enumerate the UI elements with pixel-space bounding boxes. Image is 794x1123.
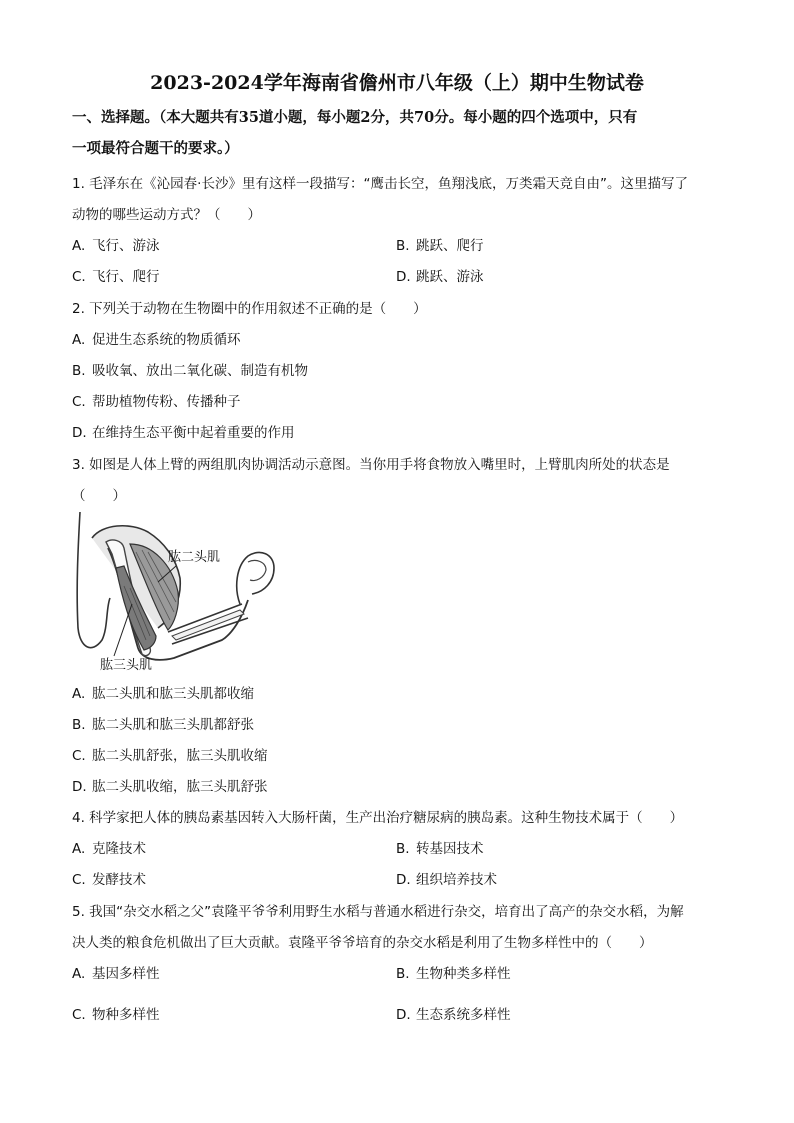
arm-muscle-figure [72, 508, 282, 676]
question-4-option-b[interactable]: B. 转基因技术 [396, 841, 484, 857]
question-3-stem-line-2: （ ） [72, 488, 126, 504]
question-1-stem-line-2: 动物的哪些运动方式？（ ） [72, 207, 261, 223]
question-3-option-c[interactable]: C. 肱二头肌舒张，肱三头肌收缩 [72, 748, 268, 764]
triceps-leader-line [114, 604, 132, 656]
question-2-stem: 2. 下列关于动物在生物圈中的作用叙述不正确的是（ ） [72, 301, 427, 317]
question-2-option-b[interactable]: B. 吸收氧、放出二氧化碳、制造有机物 [72, 363, 308, 379]
forearm-bones [172, 610, 244, 640]
question-1-option-a[interactable]: A. 飞行、游泳 [72, 238, 160, 254]
section-heading-line-2: 一项最符合题干的要求。） [72, 140, 239, 157]
question-2-option-c[interactable]: C. 帮助植物传粉、传播种子 [72, 394, 241, 410]
question-4-option-d[interactable]: D. 组织培养技术 [396, 872, 497, 888]
question-1-option-c[interactable]: C. 飞行、爬行 [72, 269, 160, 285]
question-5-option-c[interactable]: C. 物种多样性 [72, 1007, 160, 1023]
question-1-stem-line-1: 1. 毛泽东在《沁园春·长沙》里有这样一段描写：“鹰击长空，鱼翔浅底，万类霜天竞自由”。这里描写了 [72, 176, 688, 192]
question-4-option-a[interactable]: A. 克隆技术 [72, 841, 146, 857]
question-4-stem: 4. 科学家把人体的胰岛素基因转入大肠杆菌，生产出治疗糖尿病的胰岛素。这种生物技术属于（ ） [72, 810, 684, 826]
question-5-stem-line-1: 5. 我国“杂交水稻之父”袁隆平爷爷利用野生水稻与普通水稻进行杂交，培育出了高产的杂交水稻，为解 [72, 904, 684, 920]
question-3-option-a[interactable]: A. 肱二头肌和肱三头肌都收缩 [72, 686, 254, 702]
question-5-option-a[interactable]: A. 基因多样性 [72, 966, 160, 982]
question-4-option-c[interactable]: C. 发酵技术 [72, 872, 146, 888]
question-1-option-d[interactable]: D. 跳跃、游泳 [396, 269, 484, 285]
arm-muscle-illustration [72, 508, 282, 676]
question-3-option-b[interactable]: B. 肱二头肌和肱三头肌都舒张 [72, 717, 254, 733]
question-3-stem-line-1: 3. 如图是人体上臂的两组肌肉协调活动示意图。当你用手将食物放入嘴里时，上臂肌肉所处的状态是 [72, 457, 670, 473]
question-5-option-b[interactable]: B. 生物种类多样性 [396, 966, 511, 982]
section-heading-line-1: 一、选择题。（本大题共有35道小题，每小题2分，共70分。每小题的四个选项中，只有 [72, 109, 638, 126]
biceps-label: 肱二头肌 [168, 550, 221, 565]
question-5-option-d[interactable]: D. 生态系统多样性 [396, 1007, 511, 1023]
question-2-option-d[interactable]: D. 在维持生态平衡中起着重要的作用 [72, 425, 295, 441]
page-title: 2023-2024学年海南省儋州市八年级（上）期中生物试卷 [150, 72, 644, 94]
triceps-label: 肱三头肌 [100, 658, 153, 673]
question-2-option-a[interactable]: A. 促进生态系统的物质循环 [72, 332, 241, 348]
question-1-option-b[interactable]: B. 跳跃、爬行 [396, 238, 484, 254]
question-3-option-d[interactable]: D. 肱二头肌收缩，肱三头肌舒张 [72, 779, 268, 795]
question-5-stem-line-2: 决人类的粮食危机做出了巨大贡献。袁隆平爷爷培育的杂交水稻是利用了生物多样性中的（ ） [72, 935, 653, 951]
